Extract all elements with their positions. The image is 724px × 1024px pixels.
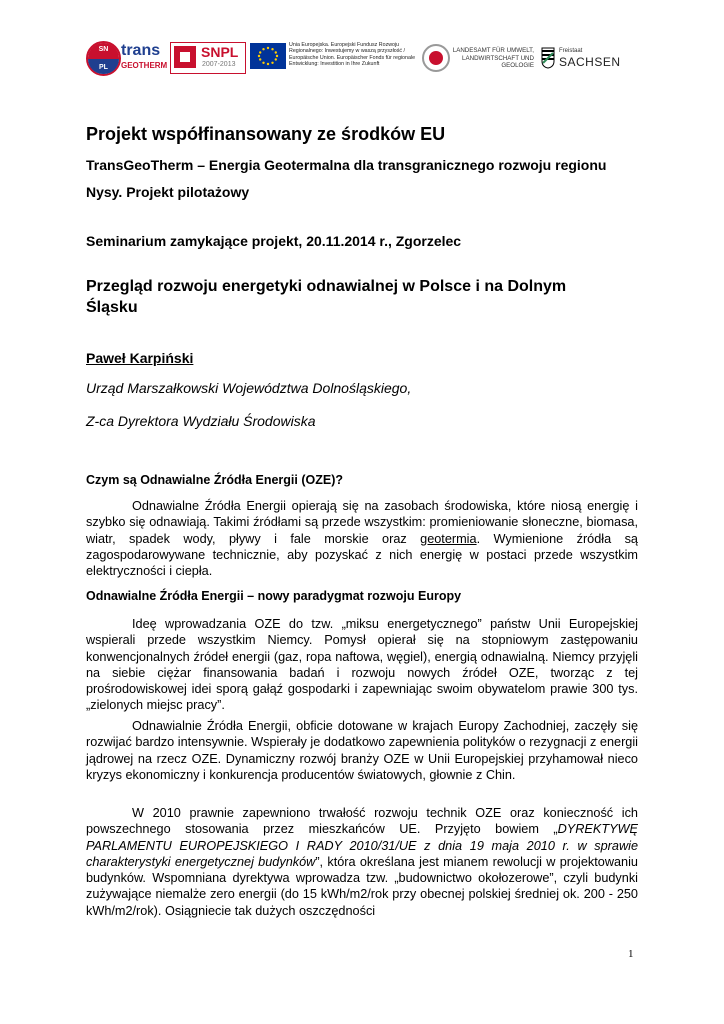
transgeotherm-logo <box>86 41 166 75</box>
directive-title: DYREKTYWĘ PARLAMENTU EUROPEJSKIEGO I RADY 2010/31/UE z dnia 19 maja 2010 r. w sprawie charakterystyki energetycznej budynków <box>86 822 638 869</box>
author-name: Paweł Karpiński <box>86 350 194 366</box>
sachsen-small-text: Freistaat <box>559 48 583 54</box>
affiliation-line-1: Urząd Marszałkowski Województwa Dolnośląskiego, <box>86 380 412 396</box>
paragraph-dotacje: Odnawialnie Źródła Energii, obficie dotowane w krajach Europy Zachodniej, zaczęły się rozwijać bardzo intensywnie. Wspierały je dodatkowo zapewnienia polityków o rezygnacji z energii jądrowej na rzecz OZE. Dynamiczny rozwój branży OZE w Unii Europejskiej przyhamował nieco kryzys ekonomiczny i konkurencja producentów światowych, głownie z Chin. <box>86 719 638 782</box>
paragraph-miks-energetyczny: Ideę wprowadzania OZE do tzw. „miksu energetycznego” państw Unii Europejskiej wspierali przede wszystkim Niemcy. Pomysł opierał się na stopniowym zastępowaniu konwencjonalnych źródeł energii (gaz, ropa naftowa, węgiel), energią odnawialną. Niemcy przyjęli na siebie ciężar finansowania badań i rozwoju nowych źródeł OZE, tworząc z tej prośrodowiskowej idei sporą gałąź gospodarki i zapewniając swoim obywatelom prawie 300 tys. „zielonych miejsc pracy”. <box>86 617 638 713</box>
page-number: 1 <box>628 948 634 960</box>
trans-logo-text: trans <box>121 42 161 59</box>
geotermia-link[interactable]: geotermia <box>420 531 477 546</box>
lfulg-emblem-icon <box>422 44 450 72</box>
saxony-coat-of-arms-icon <box>541 47 555 69</box>
snpl-logo: SNPL 2007-2013 <box>170 42 246 74</box>
subtitle-line-2: Nysy. Projekt pilotażowy <box>86 184 250 200</box>
lfulg-text: LANDESAMT FÜR UMWELT, LANDWIRTSCHAFT UND GEOLOGIE <box>452 47 534 69</box>
page-title: Projekt współfinansowany ze środków EU <box>86 124 446 144</box>
sn-pl-badge-icon: SN PL <box>86 41 121 76</box>
topic-line-2: Śląsku <box>86 299 138 316</box>
topic-line-1: Przegląd rozwoju energetyki odnawialnej w Polsce i na Dolnym <box>86 278 567 295</box>
geotherm-logo-text: GEOTHERM <box>121 61 168 70</box>
affiliation-line-2: Z-ca Dyrektora Wydziału Środowiska <box>86 413 316 429</box>
seminar-heading: Seminarium zamykające projekt, 20.11.2014 r., Zgorzelec <box>86 233 462 249</box>
paragraph-dyrektywa: W 2010 prawnie zapewniono trwałość rozwoju technik OZE oraz konieczność ich powszechnego stosowania przez mieszkańców UE. Przyjęto bowiem „DYREKTYWĘ PARLAMENTU EUROPEJSKIEGO I RADY 2010/31/UE z dnia 19 maja 2010 r. w sprawie charakterystyki energetycznej budynków”, która określana jest mianem rewolucji w projektowaniu budynków. Wspomniana dyrektywa wprowadza tzw. „budownictwo okołozerowe”, czyli budynki zużywające niemalże zero energii (do 15 kWh/m2/rok przy obecnej polskiej średniej ok. 200 - 250 kWh/m2/rok). Osiągniecie tak dużych oszczędności <box>86 806 638 918</box>
snpl-mark-icon <box>174 46 196 68</box>
eu-funding-text: Unia Europejska. Europejski Fundusz Rozwoju Regionalnego: Inwestujemy w waszą przyszłość / Europäische Union. Europäischer Fonds für regionale Entwicklung: Investition in Ihre Zukunft <box>289 42 416 68</box>
eu-flag-icon <box>250 43 286 69</box>
paragraph-oze-definition: Odnawialne Źródła Energii opierają się na zasobach środowiska, które niosą energię i szybko się odnawiają. Takimi źródłami są przede wszystkim: promieniowanie słoneczne, biomasa, wiatr, spadek wody, pływy i fale morskie oraz geotermia. Wymienione źródła są zagospodarowywane technicznie, aby pozyskać z nich energię w postaci przede wszystkim elektryczności i ciepła. <box>86 499 638 579</box>
sachsen-text: SACHSEN <box>559 55 621 69</box>
subtitle-line-1: TransGeoTherm – Energia Geotermalna dla transgranicznego rozwoju regionu <box>86 157 607 173</box>
section-heading-oze: Czym są Odnawialne Źródła Energii (OZE)? <box>86 473 343 487</box>
section-heading-paradigm: Odnawialne Źródła Energii – nowy paradygmat rozwoju Europy <box>86 589 462 603</box>
